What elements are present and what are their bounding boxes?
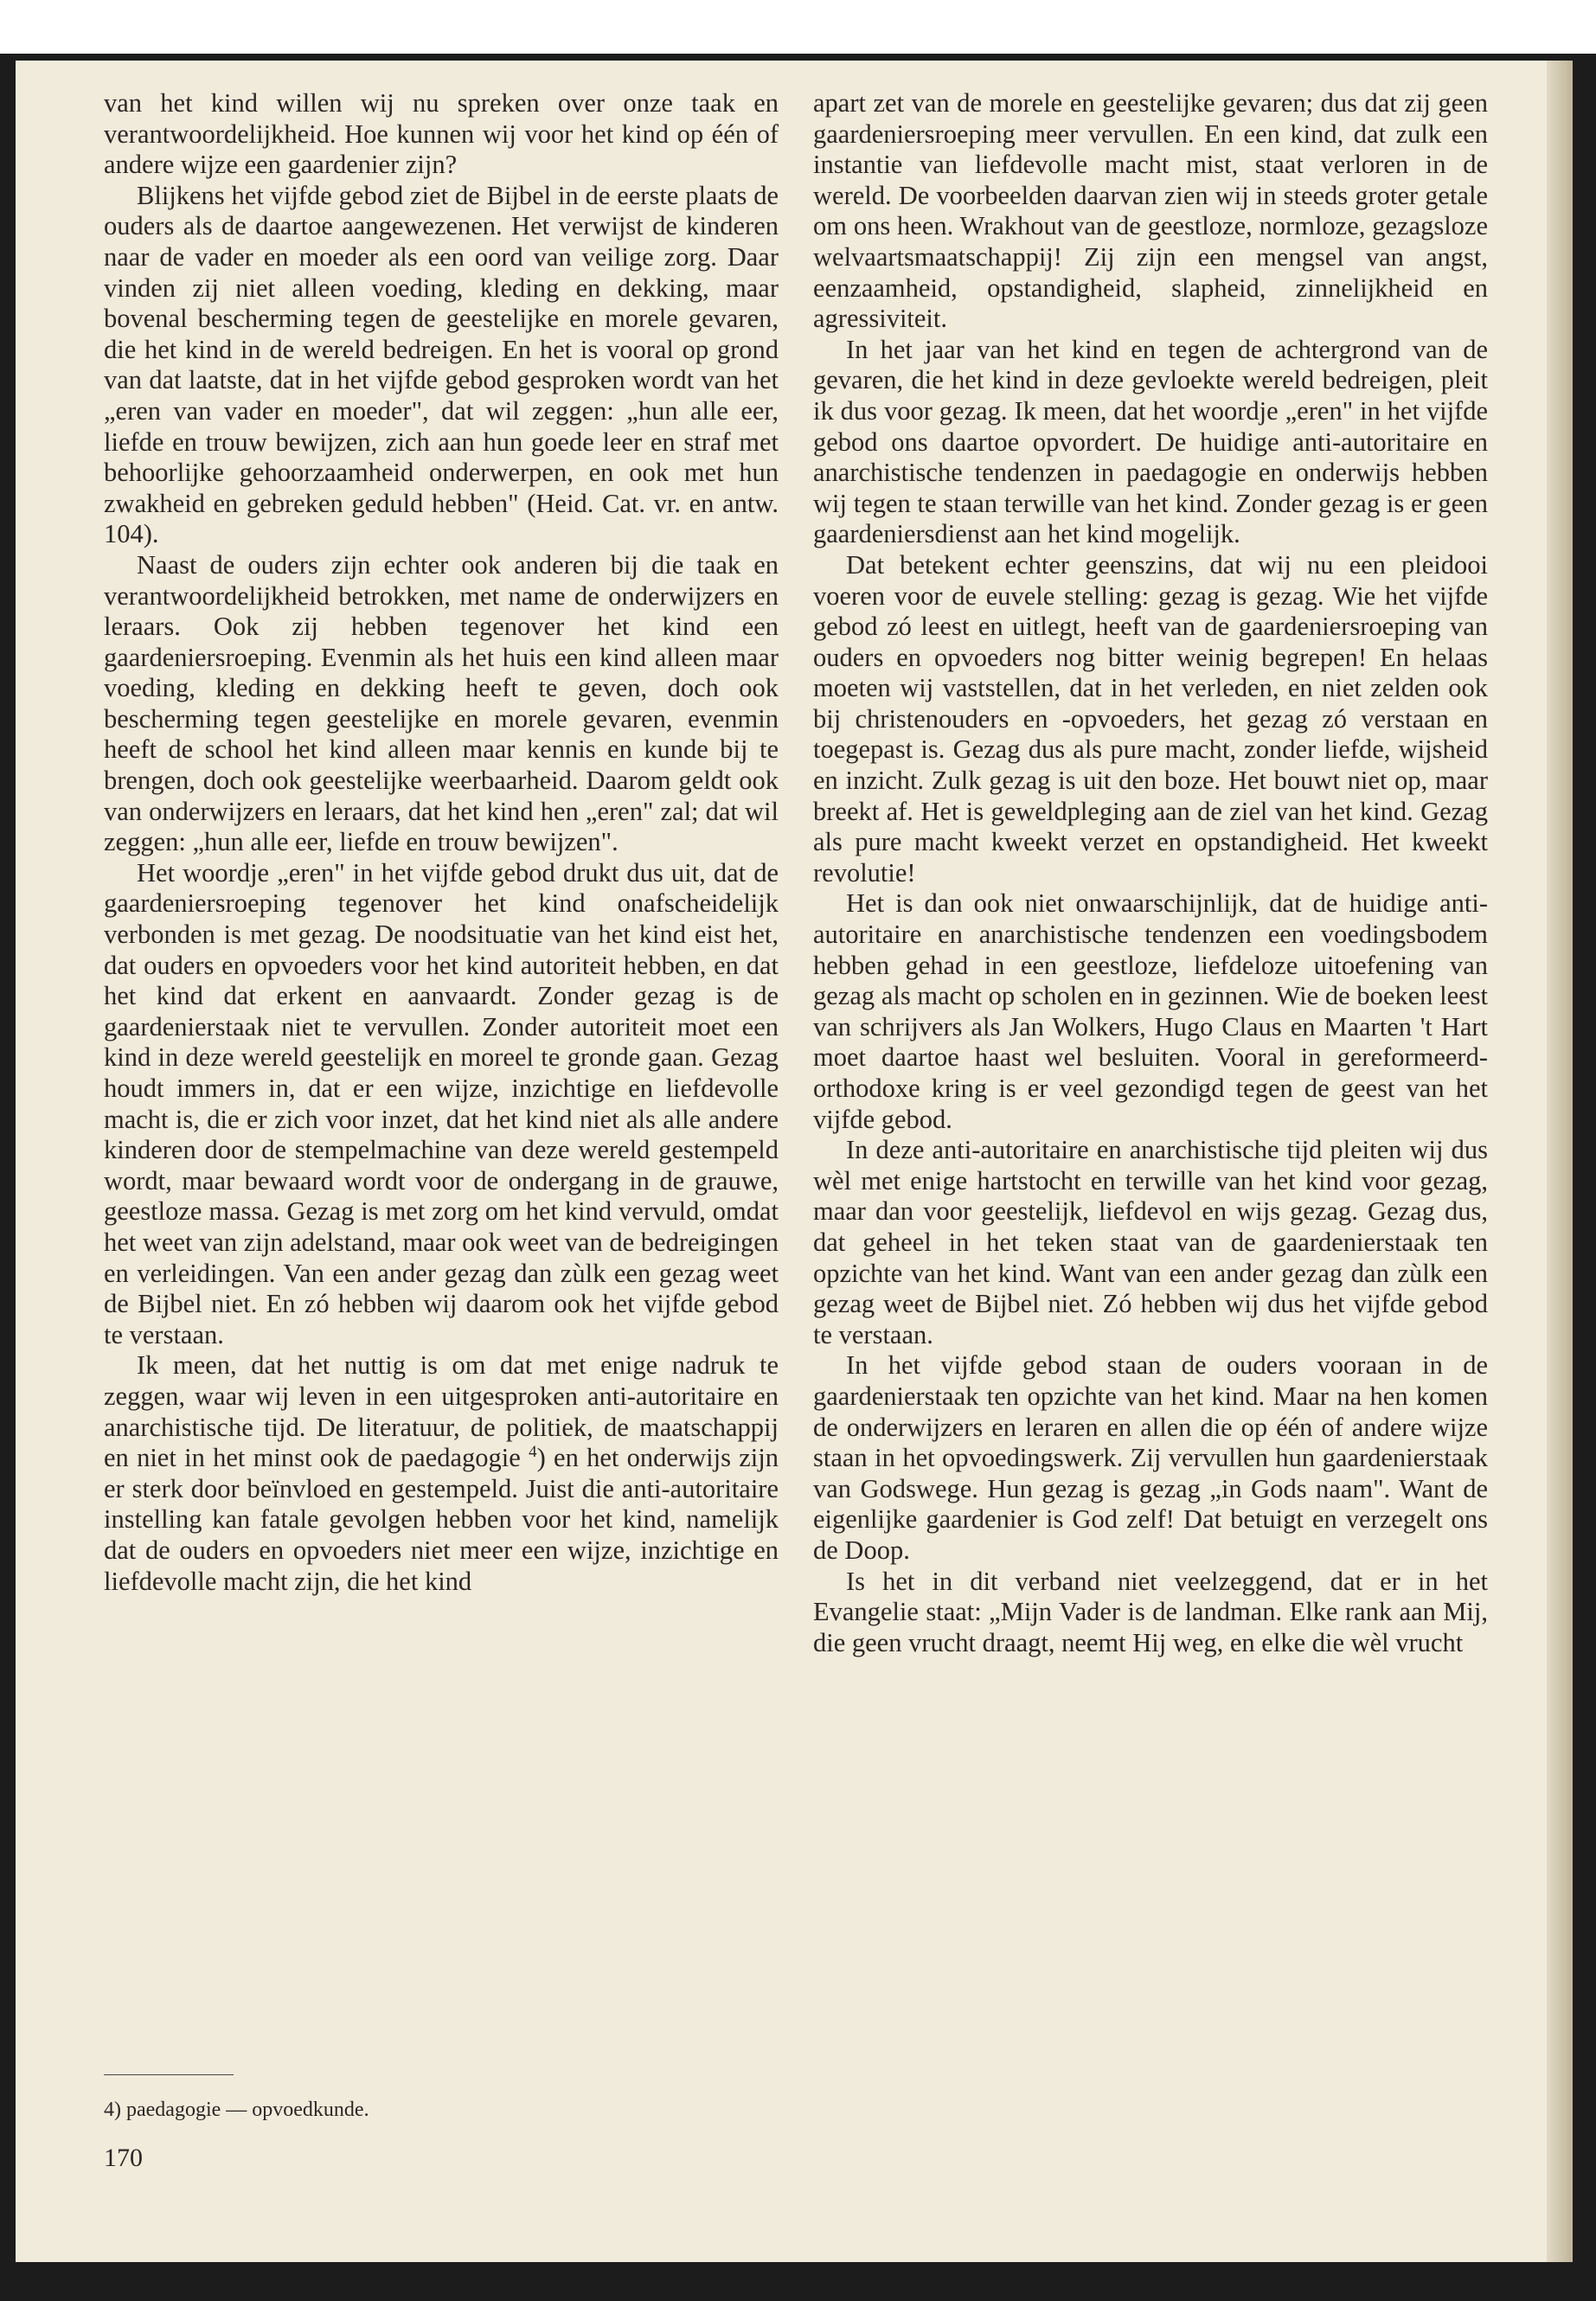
paragraph: Naast de ouders zijn echter ook anderen bij die taak en verantwoordelijkheid betrokken, met name de onderwijzers en leraars. Ook zij hebben tegenover het kind een gaardeniersroeping. Evenmin als het huis een kind alleen maar voeding, kleding en dekking heeft te geven, doch ook bescherming tegen geestelijke en morele gevaren, evenmin heeft de school het kind alleen maar kennis en kunde bij te brengen, doch ook geestelijke weerbaarheid. Daarom geldt ook van onderwijzers en leraars, dat het kind hen „eren" zal; dat wil zeggen: „hun alle eer, liefde en trouw bewijzen". <box>104 549 779 857</box>
paragraph: In deze anti-autoritaire en anarchistische tijd pleiten wij dus wèl met enige hartstocht en terwille van het kind voor gezag, maar dan voor geestelijk, liefdevol en wijs gezag. Gezag dus, dat geheel in het teken staat van de gaardenierstaak ten opzichte van het kind. Want van een ander gezag dan zùlk een gezag weet de Bijbel niet. Zó hebben wij dus het vijfde gebod te verstaan. <box>813 1135 1488 1349</box>
footnote-reference: 4 <box>529 1442 537 1461</box>
footnote-divider <box>104 2074 234 2075</box>
right-text-column <box>813 88 1488 1658</box>
paragraph: Dat betekent echter geenszins, dat wij nu een pleidooi voeren voor de euvele stelling: gezag is gezag. Wie het vijfde gebod zó leest en uitlegt, heeft van de gaardeniersroeping van ouders en opvoeders nog bitter weinig begrepen! En helaas moeten wij vaststellen, dat in het verleden, en niet zelden ook bij christenouders en -opvoeders, het gezag zó verstaan en toegepast is. Gezag dus als pure macht, zonder liefde, wijsheid en inzicht. Zulk gezag is uit den boze. Het bouwt niet op, maar breekt af. Het is geweldpleging aan de ziel van het kind. Gezag als pure macht kweekt verzet en opstandigheid. Het kweekt revolutie! <box>813 549 1488 888</box>
left-text-column <box>104 88 779 1597</box>
paragraph: In het vijfde gebod staan de ouders vooraan in de gaardenierstaak ten opzichte van het kind. Maar na hen komen de onderwijzers en leraren en allen die op één of andere wijze staan in het opvoedingswerk. Zij vervullen hun gaardenierstaak van Godswege. Hun gezag is gezag „in Gods naam". Want de eigenlijke gaardenier is God zelf! Dat betuigt en verzegelt ons de Doop. <box>813 1350 1488 1565</box>
paragraph: Het is dan ook niet onwaarschijnlijk, dat de huidige anti-autoritaire en anarchistische tendenzen een voedingsbodem hebben gehad in een geestloze, liefdeloze uitoefening van gezag als macht op scholen en in gezinnen. Wie de boeken leest van schrijvers als Jan Wolkers, Hugo Claus en Maarten 't Hart moet daartoe haast wel besluiten. Vooral in gereformeerd-orthodoxe kring is er veel gezondigd tegen de geest van het vijfde gebod. <box>813 888 1488 1134</box>
paragraph: Het woordje „eren" in het vijfde gebod drukt dus uit, dat de gaardeniersroeping tegenover het kind onafscheidelijk verbonden is met gezag. De noodsituatie van het kind eist het, dat ouders en opvoeders voor het kind autoriteit hebben, en dat het kind dat erkent en aanvaardt. Zonder gezag is de gaardenierstaak niet te vervullen. Zonder autoriteit moet een kind in deze wereld geestelijk en moreel te gronde gaan. Gezag houdt immers in, dat er een wijze, inzichtige en liefdevolle macht is, die er zich voor inzet, dat het kind niet als alle andere kinderen door de stempelmachine van deze wereld gestempeld wordt, maar bewaard wordt voor de ondergang in de grauwe, geestloze massa. Gezag is met zorg om het kind vervuld, omdat het weet van zijn adelstand, maar ook weet van de bedreigingen en verleidingen. Van een ander gezag dan zùlk een gezag weet de Bijbel niet. En zó hebben wij daarom ook het vijfde gebod te verstaan. <box>104 857 779 1349</box>
paragraph-text: ) en het onderwijs zijn er sterk door beïnvloed en gestempeld. Juist die anti-autoritaire instelling kan fatale gevolgen hebben voor het kind, namelijk dat de ouders en opvoeders niet meer een wijze, inzichtige en liefdevolle macht zijn, die het kind <box>104 1443 779 1596</box>
paragraph: van het kind willen wij nu spreken over onze taak en verantwoordelijkheid. Hoe kunnen wij voor het kind op één of andere wijze een gaardenier zijn? <box>104 88 779 180</box>
paragraph: Blijkens het vijfde gebod ziet de Bijbel in de eerste plaats de ouders als de daartoe aangewezenen. Het verwijst de kinderen naar de vader en moeder als een oord van veilige zorg. Daar vinden zij niet alleen voeding, kleding en dekking, maar bovenal bescherming tegen de geestelijke en morele gevaren, die het kind in de wereld bedreigen. En het is vooral op grond van dat laatste, dat in het vijfde gebod gesproken wordt van het „eren van vader en moeder", dat wil zeggen: „hun alle eer, liefde en trouw bewijzen, zich aan hun goede leer en straf met behoorlijke gehoorzaamheid onderwerpen, en ook met hun zwakheid en gebreken geduld hebben" (Heid. Cat. vr. en antw. 104). <box>104 180 779 549</box>
paragraph-continuation: apart zet van de morele en geestelijke gevaren; dus dat zij geen gaardeniersroeping meer vervullen. En een kind, dat zulk een instantie van liefdevolle macht mist, staat verloren in de wereld. De voorbeelden daarvan zien wij in steeds groter getale om ons heen. Wrakhout van de geestloze, normloze, gezagsloze welvaartsmaatschappij! Zij zijn een mengsel van angst, eenzaamheid, opstandigheid, slapheid, zinnelijkheid en agressiviteit. <box>813 88 1488 334</box>
paragraph-with-footnote-ref <box>104 1350 779 1597</box>
page-number: 170 <box>104 2144 143 2172</box>
page-edge-shadow <box>1547 61 1573 2262</box>
paragraph: Is het in dit verband niet veelzeggend, dat er in het Evangelie staat: „Mijn Vader is de landman. Elke rank aan Mij, die geen vrucht draagt, neemt Hij weg, en elke die wèl vrucht <box>813 1566 1488 1657</box>
footnote: 4) paedagogie — opvoedkunde. <box>104 2099 369 2121</box>
paragraph-text: Ik meen, dat het nuttig is om dat met enige nadruk te zeggen, waar wij leven in een uitgesproken anti-autoritaire en anarchistische tijd. De literatuur, de politiek, de maatschappij en niet in het minst ook de paedagogie <box>104 1350 779 1473</box>
paragraph: In het jaar van het kind en tegen de achtergrond van de gevaren, die het kind in deze gevloekte wereld bedreigen, pleit ik dus voor gezag. Ik meen, dat het woordje „eren" in het vijfde gebod ons daartoe opvordert. De huidige anti-autoritaire en anarchistische tendenzen in paedagogie en onderwijs hebben wij tegen te staan terwille van het kind. Zonder gezag is er geen gaardeniersdienst aan het kind mogelijk. <box>813 334 1488 549</box>
